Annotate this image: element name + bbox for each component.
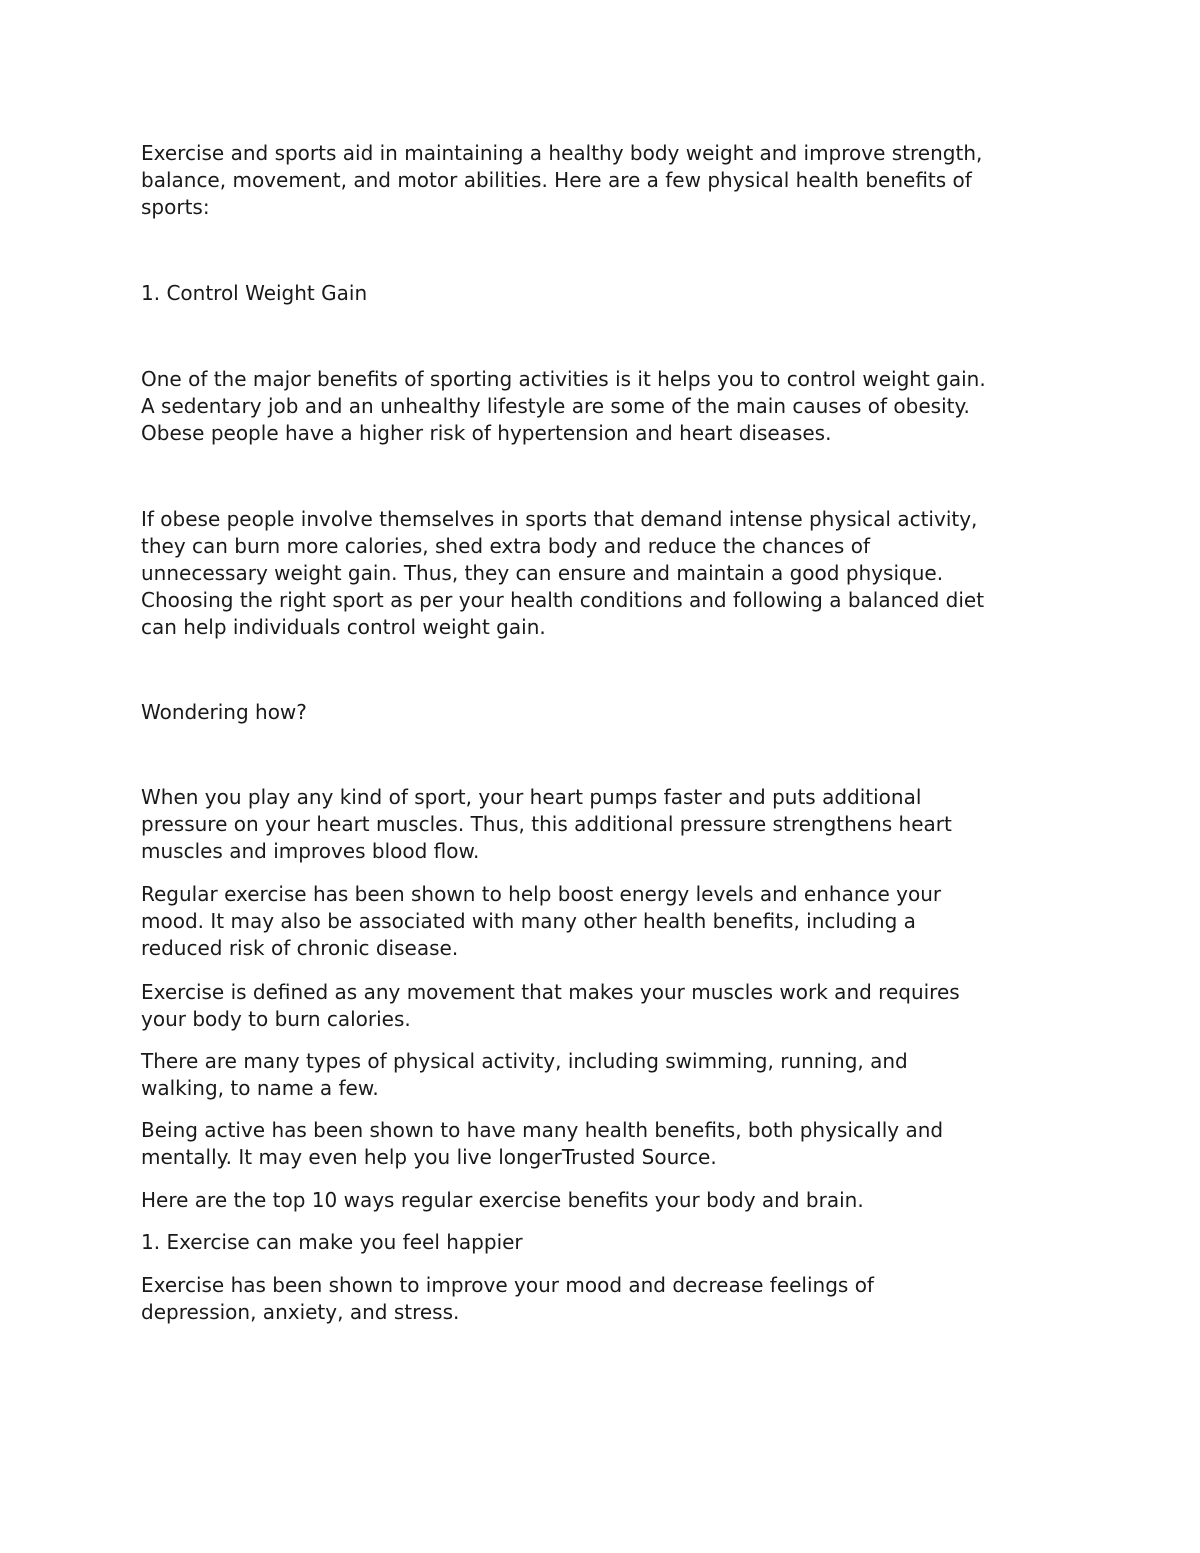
heart-pumps-paragraph (141, 784, 1081, 865)
text-line: mood. It may also be associated with many other health benefits, including a (141, 909, 916, 933)
text-line: mentally. It may even help you live longerTrusted Source. (141, 1145, 717, 1169)
text-line: depression, anxiety, and stress. (141, 1300, 460, 1324)
text-line: Exercise and sports aid in maintaining a healthy body weight and improve strength, (141, 141, 983, 165)
intro-paragraph (141, 140, 1081, 221)
text-line: 1. Exercise can make you feel happier (141, 1230, 523, 1254)
text-line: Here are the top 10 ways regular exercise benefits your body and brain. (141, 1188, 864, 1212)
section-heading-feel-happier (141, 1229, 1081, 1256)
text-line: There are many types of physical activity, including swimming, running, and (141, 1049, 908, 1073)
text-line: can help individuals control weight gain. (141, 615, 546, 639)
text-line: your body to burn calories. (141, 1007, 411, 1031)
text-line: walking, to name a few. (141, 1076, 379, 1100)
text-line: Exercise is defined as any movement that makes your muscles work and requires (141, 980, 960, 1004)
text-line: balance, movement, and motor abilities. Here are a few physical health benefits of (141, 168, 972, 192)
section-heading-control-weight-gain (141, 280, 1081, 307)
text-line: pressure on your heart muscles. Thus, this additional pressure strengthens heart (141, 812, 952, 836)
text-line: When you play any kind of sport, your heart pumps faster and puts additional (141, 785, 922, 809)
text-line: A sedentary job and an unhealthy lifestyle are some of the main causes of obesity. (141, 394, 970, 418)
major-benefits-paragraph (141, 366, 1081, 447)
text-line: 1. Control Weight Gain (141, 281, 368, 305)
types-of-activity-paragraph (141, 1048, 1081, 1102)
being-active-paragraph (141, 1117, 1081, 1171)
wondering-how-paragraph (141, 699, 1081, 726)
text-line: Being active has been shown to have many health benefits, both physically and (141, 1118, 944, 1142)
top-10-paragraph (141, 1187, 1081, 1214)
text-line: Obese people have a higher risk of hypertension and heart diseases. (141, 421, 832, 445)
text-line: Exercise has been shown to improve your mood and decrease feelings of (141, 1273, 874, 1297)
text-line: sports: (141, 195, 210, 219)
text-line: Regular exercise has been shown to help boost energy levels and enhance your (141, 882, 942, 906)
text-line: unnecessary weight gain. Thus, they can ensure and maintain a good physique. (141, 561, 944, 585)
regular-exercise-paragraph (141, 881, 1081, 962)
obese-people-paragraph (141, 506, 1081, 641)
text-line: muscles and improves blood flow. (141, 839, 480, 863)
text-line: Wondering how? (141, 700, 307, 724)
text-line: One of the major benefits of sporting activities is it helps you to control weight gain. (141, 367, 986, 391)
exercise-defined-paragraph (141, 979, 1081, 1033)
text-line: reduced risk of chronic disease. (141, 936, 459, 960)
text-line: Choosing the right sport as per your health conditions and following a balanced diet (141, 588, 985, 612)
improve-mood-paragraph (141, 1272, 1081, 1326)
text-line: If obese people involve themselves in sports that demand intense physical activity, (141, 507, 978, 531)
text-line: they can burn more calories, shed extra body and reduce the chances of (141, 534, 870, 558)
